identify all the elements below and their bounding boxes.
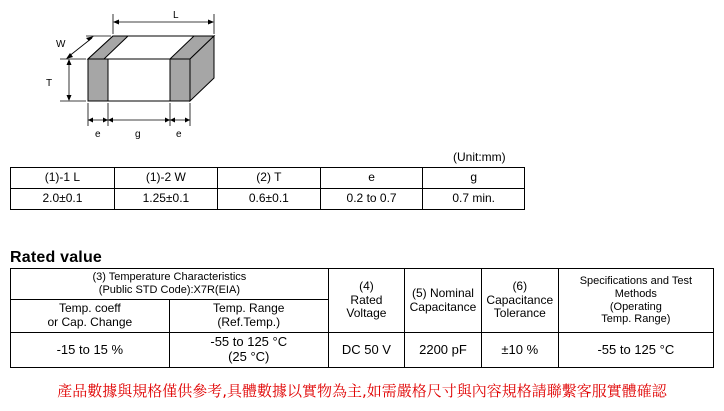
l-label: L <box>173 10 179 21</box>
dimension-value-row <box>11 189 525 210</box>
rated-voltage-value: DC 50 V <box>328 333 404 368</box>
dim-header-g: g <box>423 168 525 189</box>
footer-disclaimer: 產品數據與規格僅供參考,具體數據以實物為主,如需嚴格尺寸與內容規格請聯繫客服實體確認 <box>57 382 667 400</box>
unit-note: (Unit:mm) <box>453 150 506 164</box>
cap-tolerance-value: ±10 % <box>481 333 558 368</box>
rated-value-table <box>10 268 714 368</box>
dim-header-t: (2) T <box>217 168 320 189</box>
dim-value-l: 2.0±0.1 <box>11 189 115 210</box>
dimension-header-row <box>11 168 525 189</box>
nominal-cap-value: 2200 pF <box>405 333 482 368</box>
t-label: T <box>46 78 53 89</box>
g-label: g <box>135 129 141 140</box>
temp-coeff-header: Temp. coeff or Cap. Change <box>11 300 170 333</box>
spec-methods-value: -55 to 125 °C <box>558 333 713 368</box>
w-dimension-line <box>68 38 92 57</box>
temp-range-header: Temp. Range (Ref.Temp.) <box>169 300 328 333</box>
e-left-label: e <box>95 129 101 140</box>
chip-dimension-drawing <box>0 0 260 145</box>
terminal-front-right <box>170 59 190 101</box>
dim-header-w: (1)-2 W <box>114 168 217 189</box>
rated-value-title: Rated value <box>10 249 103 266</box>
dim-value-w: 1.25±0.1 <box>114 189 217 210</box>
w-label: W <box>56 39 66 50</box>
dimension-table <box>10 167 525 210</box>
rated-value-row <box>11 333 714 368</box>
nominal-cap-header: (5) Nominal Capacitance <box>405 269 482 333</box>
rated-voltage-header: (4) Rated Voltage <box>328 269 404 333</box>
dim-header-l: (1)-1 L <box>11 168 115 189</box>
spec-methods-header: Specifications and Test Methods (Operating Temp. Range) <box>558 269 713 333</box>
temp-range-value: -55 to 125 °C (25 °C) <box>169 333 328 368</box>
temp-char-header: (3) Temperature Characteristics (Public STD Code):X7R(EIA) <box>11 269 329 300</box>
temp-coeff-value: -15 to 15 % <box>11 333 170 368</box>
dim-value-e: 0.2 to 0.7 <box>320 189 423 210</box>
dim-header-e: e <box>320 168 423 189</box>
rated-header-row-1 <box>11 269 714 300</box>
terminal-front-left <box>88 59 108 101</box>
dim-value-g: 0.7 min. <box>423 189 525 210</box>
dim-value-t: 0.6±0.1 <box>217 189 320 210</box>
cap-tolerance-header: (6) Capacitance Tolerance <box>481 269 558 333</box>
e-right-label: e <box>176 129 182 140</box>
